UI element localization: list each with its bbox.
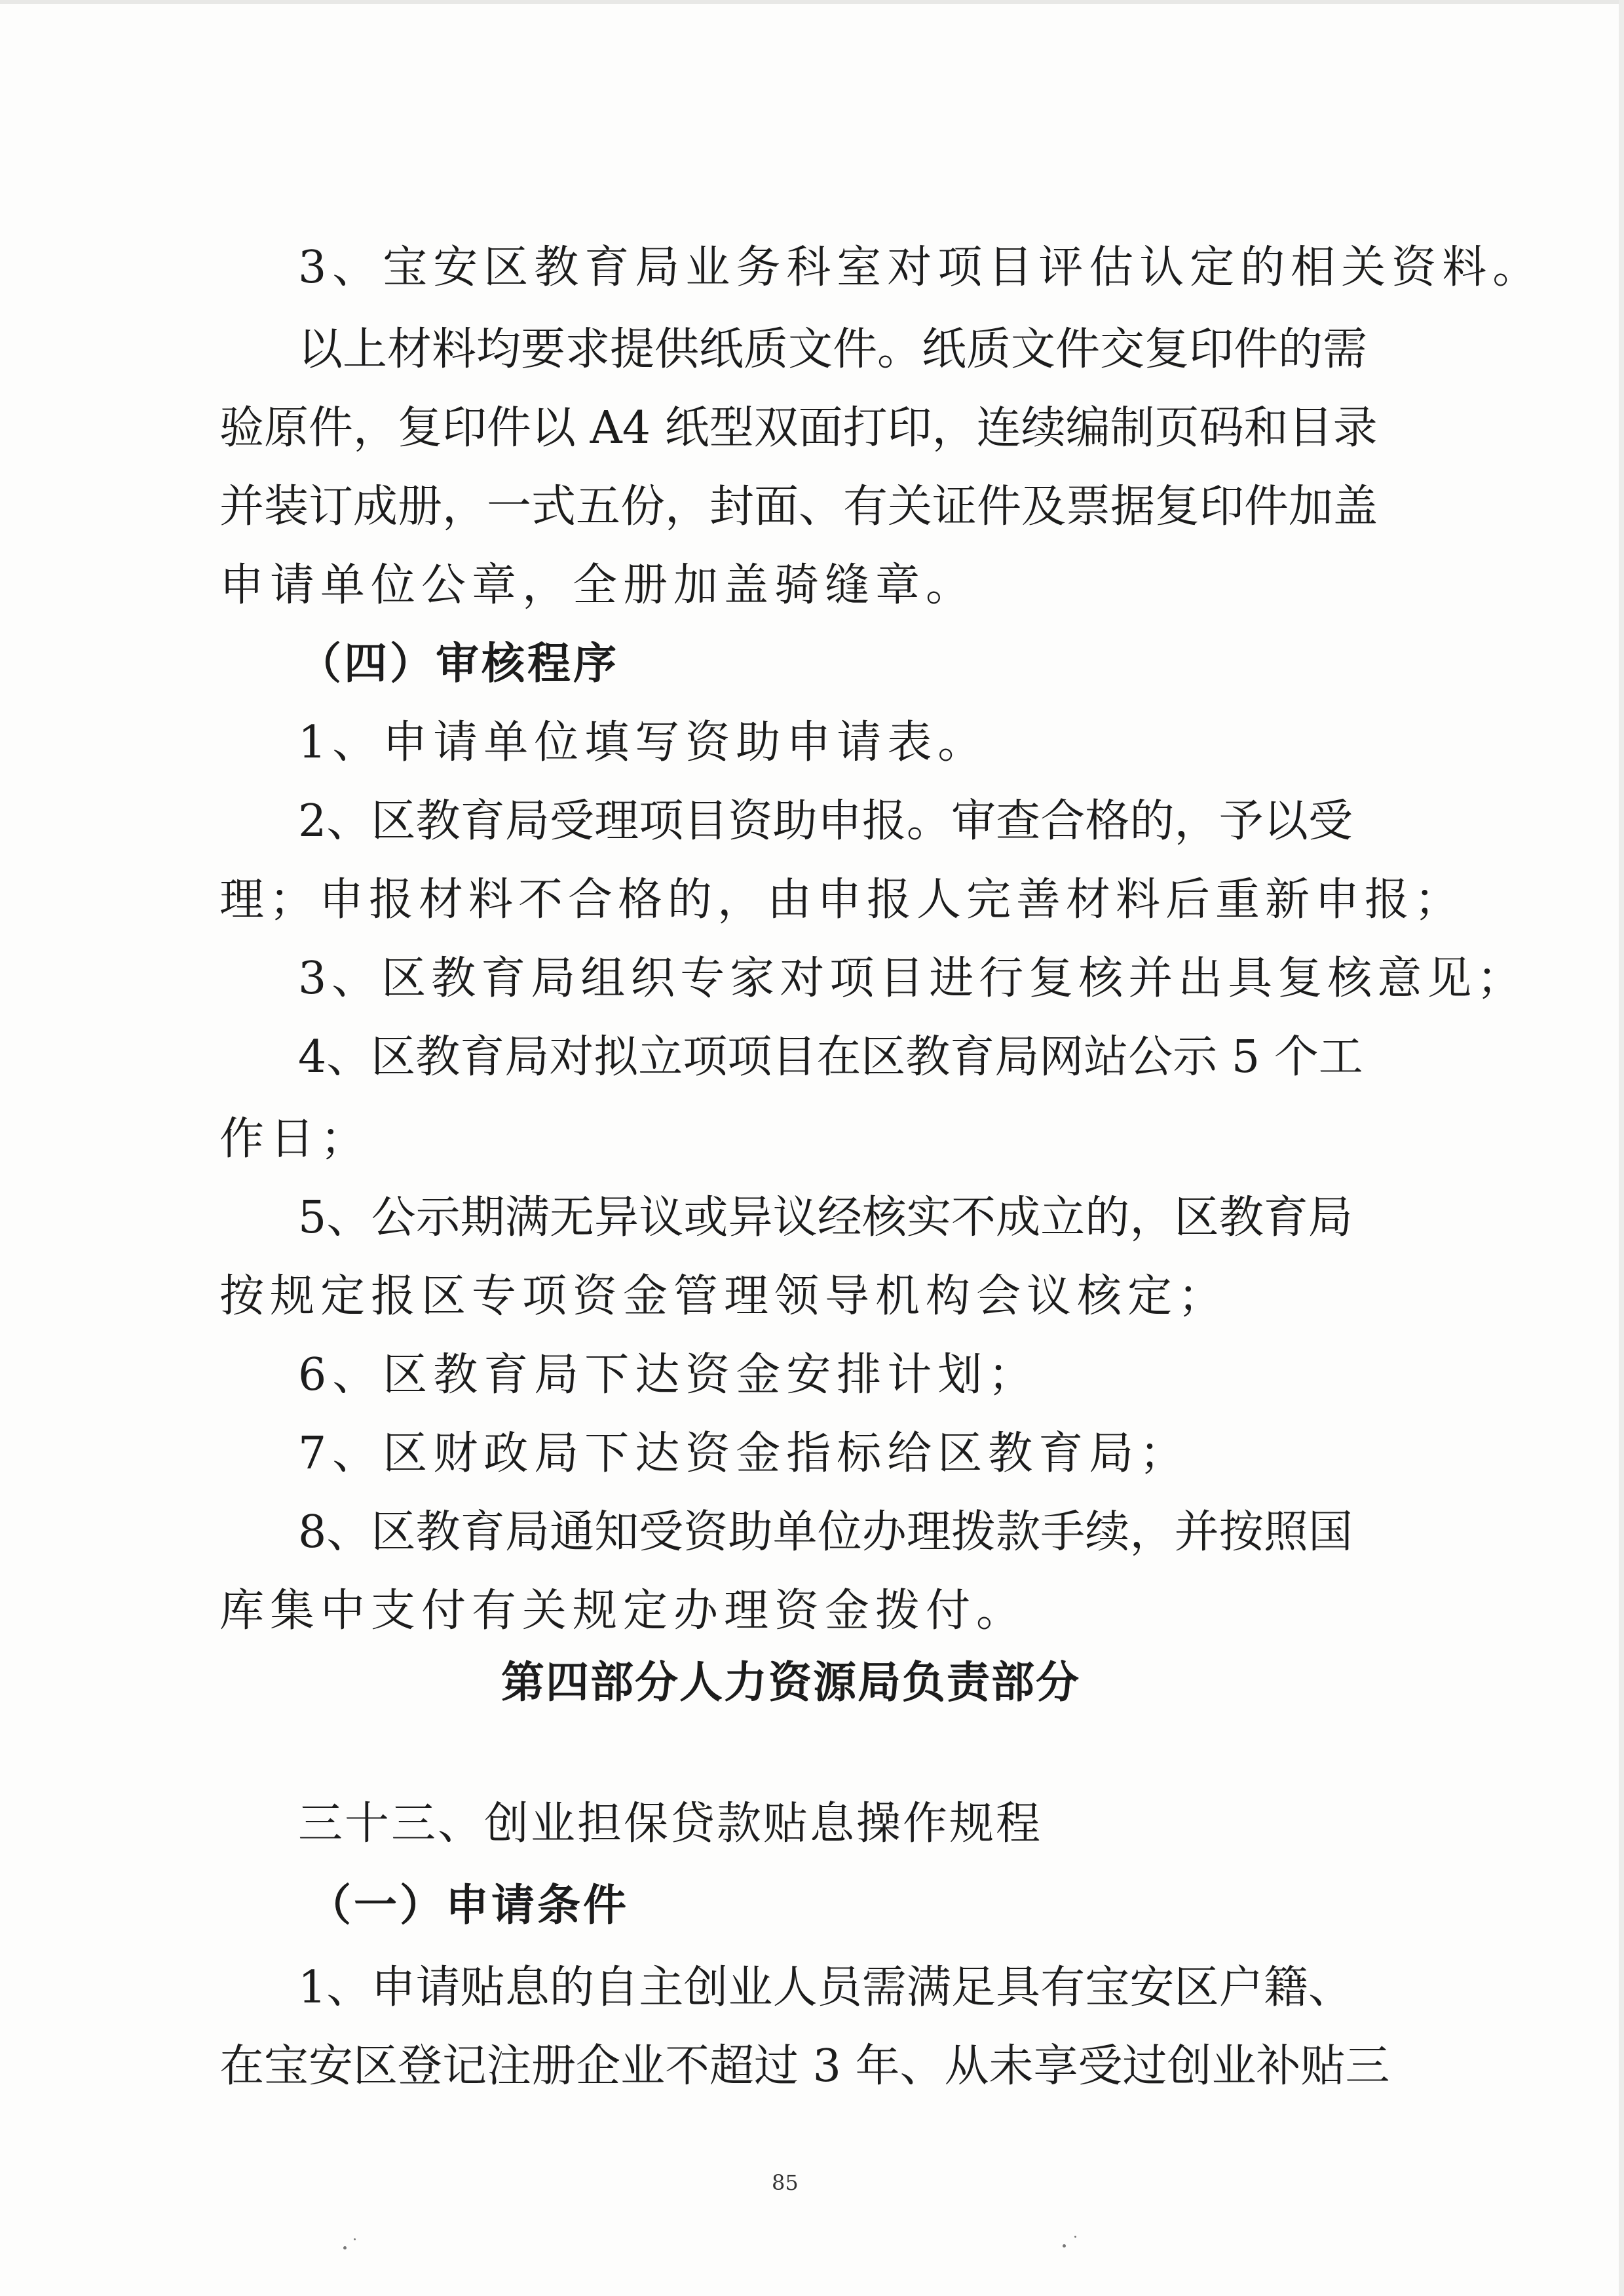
text-line-13: 5、公示期满无异议或异议经核实不成立的，区教育局 (298, 1192, 1353, 1244)
section-heading-conditions: （一）申请条件 (308, 1880, 629, 1930)
scan-speck (1063, 2244, 1066, 2248)
part-heading: 第四部分人力资源局负责部分 (501, 1657, 1080, 1708)
text-line-7: 1、申请单位填写资助申请表。 (298, 717, 989, 769)
text-line-3: 验原件，复印件以 A4 纸型双面打印，连续编制页码和目录 (219, 402, 1378, 454)
text-line-10: 3、区教育局组织专家对项目进行复核并出具复核意见； (298, 953, 1527, 1004)
text-line-12: 作日； (219, 1113, 371, 1165)
text-line-4: 并装订成册，一式五份，封面、有关证件及票据复印件加盖 (219, 481, 1378, 533)
scan-speck (1074, 2236, 1076, 2238)
text-line-18: 库集中支付有关规定办理资金拨付。 (219, 1585, 1027, 1637)
article-heading: 三十三、创业担保贷款贴息操作规程 (298, 1798, 1043, 1850)
section-heading-review: （四）审核程序 (298, 638, 619, 689)
scan-top-edge (0, 0, 1624, 4)
text-line-16: 7、区财政局下达资金指标给区教育局； (298, 1428, 1190, 1480)
scan-speck (354, 2238, 356, 2240)
text-line-14: 按规定报区专项资金管理领导机构会议核定； (219, 1271, 1229, 1322)
scan-speck (343, 2246, 347, 2249)
text-line-23: 在宝安区登记注册企业不超过 3 年、从未享受过创业补贴三 (219, 2040, 1390, 2092)
text-line-1: 3、宝安区教育局业务科室对项目评估认定的相关资料。 (298, 242, 1543, 294)
text-line-9: 理；申报材料不合格的，由申报人完善材料后重新申报； (219, 874, 1465, 926)
text-line-17: 8、区教育局通知受资助单位办理拨款手续，并按照国 (298, 1506, 1353, 1558)
text-line-8: 2、区教育局受理项目资助申报。审查合格的，予以受 (298, 795, 1353, 847)
text-line-2: 以上材料均要求提供纸质文件。纸质文件交复印件的需 (298, 324, 1368, 375)
page-number: 85 (772, 2170, 799, 2195)
text-line-5: 申请单位公章，全册加盖骑缝章。 (219, 560, 977, 611)
scan-right-edge (1619, 0, 1624, 2296)
text-line-22: 1、申请贴息的自主创业人员需满足具有宝安区户籍、 (298, 1962, 1353, 2014)
text-line-15: 6、区教育局下达资金安排计划； (298, 1349, 1039, 1401)
text-line-11: 4、区教育局对拟立项项目在区教育局网站公示 5 个工 (298, 1031, 1363, 1083)
